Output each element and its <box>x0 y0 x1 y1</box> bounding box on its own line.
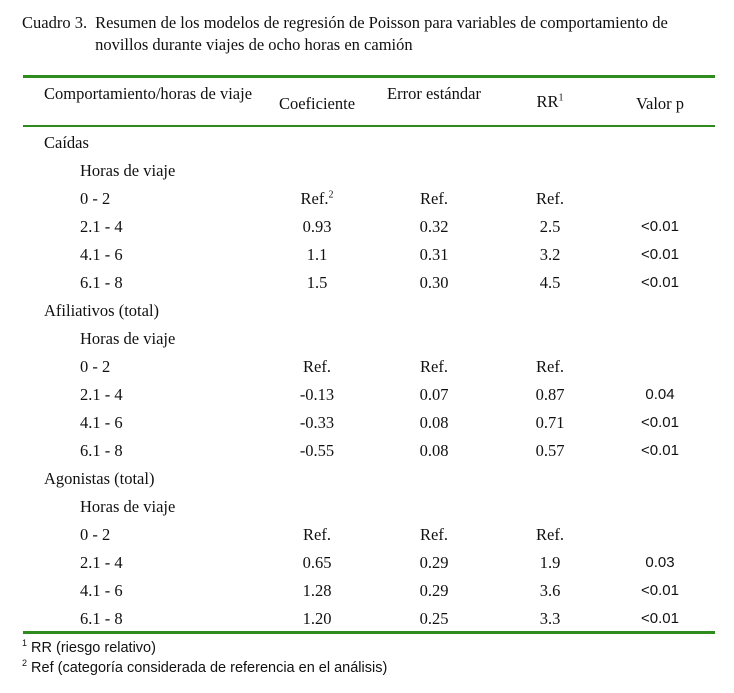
standard-error-cell: 0.08 <box>419 413 449 432</box>
relative-risk-cell: 4.5 <box>539 273 561 292</box>
header-relative-risk <box>495 92 605 112</box>
coefficient-value: 1.1 <box>306 245 328 264</box>
hours-category: 2.1 - 4 <box>80 217 123 236</box>
relative-risk-cell: Ref. <box>536 357 564 376</box>
coefficient-value: 0.93 <box>302 217 332 236</box>
coefficient-cell <box>264 241 370 269</box>
coefficient-value: 0.65 <box>302 553 332 572</box>
coefficient-value: 1.5 <box>306 273 328 292</box>
standard-error-cell: 0.25 <box>419 609 449 628</box>
table-row <box>0 521 734 549</box>
coefficient-value: 1.20 <box>302 609 332 628</box>
p-value-cell: <0.01 <box>641 274 679 291</box>
table-row <box>0 577 734 605</box>
header-p-value: Valor p <box>635 94 685 113</box>
coefficient-cell <box>264 381 370 409</box>
hours-category: 4.1 - 6 <box>80 581 123 600</box>
coefficient-value: -0.55 <box>299 441 335 460</box>
coefficient-cell <box>264 605 370 633</box>
coefficient-cell <box>264 521 370 549</box>
standard-error-cell: Ref. <box>420 357 448 376</box>
p-value-cell: 0.04 <box>645 386 675 403</box>
hours-category: 2.1 - 4 <box>80 385 123 404</box>
header-standard-error: Error estándar <box>387 84 481 103</box>
p-value-cell: <0.01 <box>641 414 679 431</box>
coefficient-value: Ref. <box>303 357 331 376</box>
subgroup-label: Horas de viaje <box>80 497 176 516</box>
standard-error-cell: Ref. <box>420 189 448 208</box>
caption-title: Resumen de los modelos de regresión de Poisson para variables de comportamiento de novillos durante viajes de ocho horas en camión <box>95 13 668 54</box>
coefficient-value: Ref. <box>303 525 331 544</box>
table-row <box>0 353 734 381</box>
footnotes <box>22 638 387 678</box>
footnote-number: 1 <box>22 638 28 649</box>
group-name: Caídas <box>44 133 89 152</box>
coefficient-value: 1.28 <box>302 581 332 600</box>
header-rr-label: RR <box>536 92 559 111</box>
hours-category: 6.1 - 8 <box>80 441 123 460</box>
table-row <box>0 437 734 465</box>
group-row <box>0 465 734 493</box>
header-behavior: Comportamiento/horas de viaje <box>44 84 253 103</box>
relative-risk-cell: 3.2 <box>539 245 561 264</box>
header-coefficient: Coeficiente <box>278 94 356 113</box>
p-value-cell: <0.01 <box>641 582 679 599</box>
coefficient-cell <box>264 185 370 213</box>
relative-risk-cell: 2.5 <box>539 217 561 236</box>
header-rr-footnote-mark: 1 <box>558 92 564 104</box>
subgroup-row <box>0 157 734 185</box>
hours-category: 6.1 - 8 <box>80 609 123 628</box>
table-top-rule <box>23 75 715 78</box>
table-row <box>0 269 734 297</box>
subgroup-row <box>0 325 734 353</box>
coefficient-footnote-mark: 2 <box>328 189 334 201</box>
standard-error-cell: 0.29 <box>419 553 449 572</box>
group-name: Agonistas (total) <box>44 469 155 488</box>
footnote-number: 2 <box>22 658 28 669</box>
coefficient-cell <box>264 409 370 437</box>
coefficient-value: Ref. <box>300 189 329 208</box>
caption-label: Cuadro 3. <box>22 13 88 32</box>
standard-error-cell: 0.29 <box>419 581 449 600</box>
table-row <box>0 241 734 269</box>
coefficient-cell <box>264 577 370 605</box>
relative-risk-cell: 0.87 <box>535 385 565 404</box>
hours-category: 2.1 - 4 <box>80 553 123 572</box>
p-value-cell: <0.01 <box>641 442 679 459</box>
footnote-text: RR (riesgo relativo) <box>31 640 156 656</box>
table-header-rule <box>23 125 715 127</box>
footnote-text: Ref (categoría considerada de referencia en el análisis) <box>31 660 388 676</box>
standard-error-cell: 0.30 <box>419 273 449 292</box>
standard-error-cell: 0.31 <box>419 245 449 264</box>
coefficient-cell <box>264 437 370 465</box>
hours-category: 4.1 - 6 <box>80 245 123 264</box>
relative-risk-cell: Ref. <box>536 189 564 208</box>
coefficient-value: -0.33 <box>299 413 335 432</box>
table-row <box>0 605 734 633</box>
relative-risk-cell: 3.6 <box>539 581 561 600</box>
coefficient-cell <box>264 353 370 381</box>
relative-risk-cell: 3.3 <box>539 609 561 628</box>
hours-category: 0 - 2 <box>80 189 111 208</box>
standard-error-cell: 0.32 <box>419 217 449 236</box>
coefficient-cell <box>264 213 370 241</box>
standard-error-cell: Ref. <box>420 525 448 544</box>
relative-risk-cell: 0.71 <box>535 413 565 432</box>
coefficient-cell <box>264 549 370 577</box>
coefficient-cell <box>264 269 370 297</box>
group-row <box>0 129 734 157</box>
subgroup-label: Horas de viaje <box>80 161 176 180</box>
p-value-cell: <0.01 <box>641 610 679 627</box>
footnote-rr <box>22 638 387 658</box>
table-row <box>0 549 734 577</box>
table-row <box>0 381 734 409</box>
table-bottom-rule <box>23 631 715 634</box>
table-row <box>0 213 734 241</box>
standard-error-cell: 0.07 <box>419 385 449 404</box>
table-row <box>0 185 734 213</box>
hours-category: 6.1 - 8 <box>80 273 123 292</box>
p-value-cell: <0.01 <box>641 246 679 263</box>
group-name: Afiliativos (total) <box>44 301 160 320</box>
table-row <box>0 409 734 437</box>
subgroup-label: Horas de viaje <box>80 329 176 348</box>
subgroup-row <box>0 493 734 521</box>
standard-error-cell: 0.08 <box>419 441 449 460</box>
hours-category: 0 - 2 <box>80 525 111 544</box>
p-value-cell: 0.03 <box>645 554 675 571</box>
group-row <box>0 297 734 325</box>
p-value-cell: <0.01 <box>641 218 679 235</box>
coefficient-value: -0.13 <box>299 385 335 404</box>
hours-category: 4.1 - 6 <box>80 413 123 432</box>
relative-risk-cell: Ref. <box>536 525 564 544</box>
table-caption <box>22 12 722 56</box>
footnote-ref <box>22 658 387 678</box>
relative-risk-cell: 0.57 <box>535 441 565 460</box>
hours-category: 0 - 2 <box>80 357 111 376</box>
relative-risk-cell: 1.9 <box>539 553 561 572</box>
